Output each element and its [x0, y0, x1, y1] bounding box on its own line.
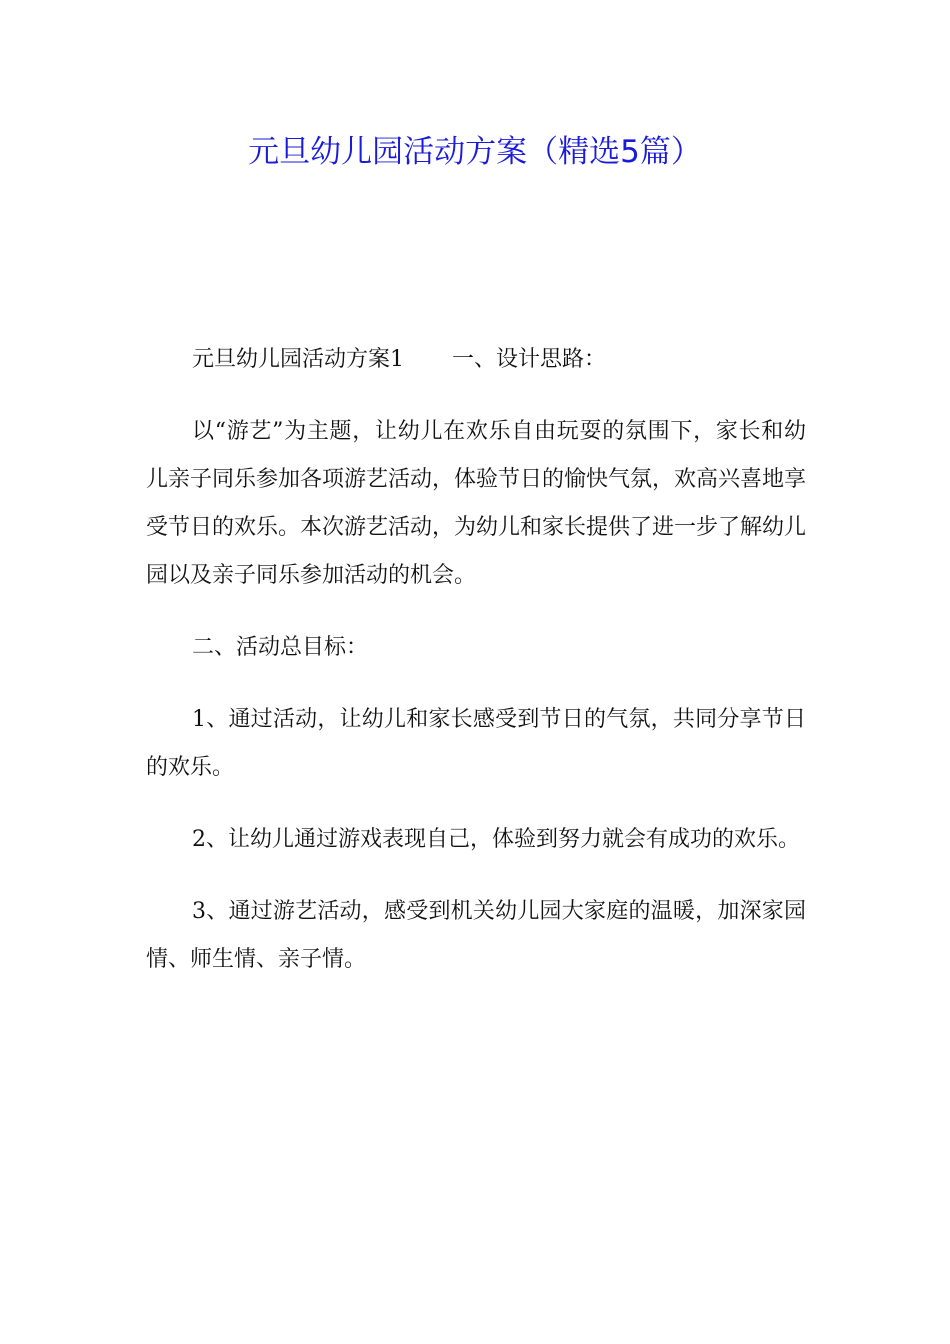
paragraph-goals-heading: 二、活动总目标： [192, 635, 369, 660]
paragraph-theme: 以“游艺”为主题，让幼儿在欢乐自由玩耍的氛围下，家长和幼儿亲子同乐参加各项游艺活动，体验节日的愉快气氛，欢高兴喜地享受节日的欢乐。本次游艺活动，为幼儿和家长提供了进一步了解幼儿园以及亲子同乐参加活动的机会。 [146, 419, 807, 588]
document-body [146, 336, 806, 1008]
paragraph-goal-3: 3、通过游艺活动，感受到机关幼儿园大家庭的温暖，加深家园情、师生情、亲子情。 [146, 899, 806, 972]
paragraph-goal-1: 1、通过活动，让幼儿和家长感受到节日的气氛，共同分享节日的欢乐。 [146, 707, 806, 780]
section-heading-line [146, 336, 806, 384]
section-heading: 元旦幼儿园活动方案1 [192, 347, 404, 372]
paragraph-goal-2: 2、让幼儿通过游戏表现自己，体验到努力就会有成功的欢乐。 [192, 827, 800, 852]
document-title: 元旦幼儿园活动方案（精选5篇） [248, 134, 702, 170]
section-item-design-idea: 一、设计思路： [452, 347, 607, 372]
